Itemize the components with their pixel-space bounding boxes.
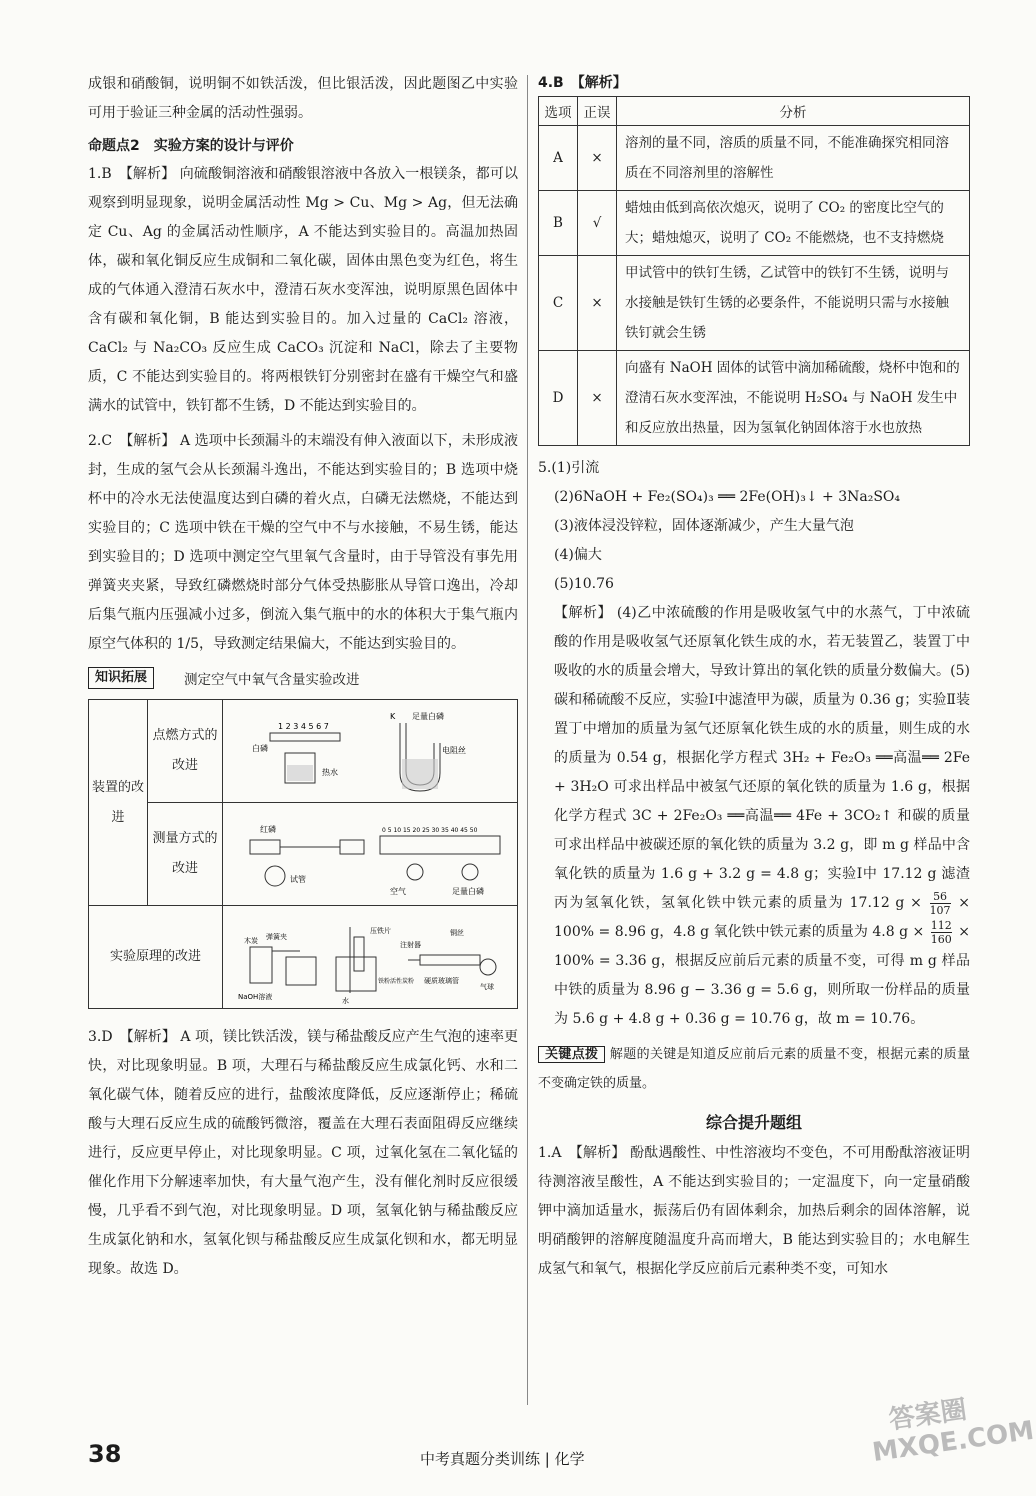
header-judgement: 正误	[578, 97, 617, 126]
svg-text:气球: 气球	[480, 983, 494, 991]
svg-text:空气: 空气	[390, 887, 406, 896]
row-principle-label: 实验原理的改进	[89, 906, 223, 1009]
q5-line-4: (4)偏大	[554, 547, 602, 563]
svg-text:注射器: 注射器	[400, 941, 421, 949]
svg-text:0 5 10 15 20 25 30 35 40 45 50: 0 5 10 15 20 25 30 35 40 45 50	[382, 827, 478, 834]
svg-text:K: K	[390, 712, 396, 721]
knowledge-badge: 知识拓展	[88, 667, 154, 689]
q5-line-1: 5.(1)引流	[538, 460, 600, 476]
svg-text:硬质玻璃管: 硬质玻璃管	[424, 977, 459, 985]
table-row: D × 向盛有 NaOH 固体的试管中滴加稀硫酸，烧杯中饱和的澄清石灰水变浑浊，不能说明 H₂SO₄ 与 NaOH 发生中和反应放出热量，因为氢氧化钠固体溶于水也放热	[539, 351, 970, 446]
footer-title: 中考真题分类训练 | 化学	[420, 1450, 585, 1468]
svg-text:木炭: 木炭	[244, 937, 258, 945]
table-row: B √ 蜡烛由低到高依次熄灭，说明了 CO₂ 的密度比空气的大；蜡烛熄灭，说明了 CO₂ 不能燃烧，也不支持燃烧	[539, 191, 970, 256]
question-2: 2.C 【解析】 A 选项中长颈漏斗的末端没有伸入液面以下，未形成液封，生成的氢气会从长颈漏斗逸出，不能达到实验目的；B 选项中烧杯中的冷水无法使温度达到白磷的着火点，白磷无法燃烧，不能达到实验目的；C 选项中铁在干燥的空气中不与水接触，不易生锈，能达到实验目的；D 选项中测定空气里氧气含量时，由于导管没有事先用弹簧夹夹紧，导致红磷燃烧时部分气体受热膨胀从导管口逸出，冷却后集气瓶内压强减小过多，倒流入集气瓶中的水的体积大于集气瓶内原空气体积的 1/5，导致测定结果偏大，不能达到实验目的。	[88, 433, 518, 652]
row-measure-label: 测量方式的改进	[148, 803, 223, 906]
svg-text:电阻丝: 电阻丝	[442, 746, 466, 755]
key-point	[538, 1040, 970, 1098]
svg-text:NaOH溶液: NaOH溶液	[238, 993, 273, 1001]
principle-diagram	[223, 906, 518, 1009]
question-4-head: 4.B 【解析】	[538, 75, 627, 91]
svg-text:1 2 3 4 5 6 7: 1 2 3 4 5 6 7	[278, 722, 329, 731]
header-option: 选项	[539, 97, 578, 126]
q5-analysis: 【解析】 (4)乙中浓硫酸的作用是吸收氢气中的水蒸气，丁中浓硫酸的作用是吸收氢气还原氧化铁生成的水，若无装置乙，装置丁中吸收的水的质量会增大，导致计算出的氧化铁的质量分数偏大。(5)碳和稀硫酸不反应，实验Ⅰ中滤渣甲为碳，质量为 0.36 g；实验Ⅱ装置丁中增加的质量为氢气还原氧化铁生成的水的质量，则生成的水的质量为 0.54 g，根据化学方程式 3H₂ + Fe₂O₃ ══高温══ 2Fe + 3H₂O 可求出样品中被氢气还原的氧化铁的质量为 1.6 g，根据化学方程式 3C + 2Fe₂O₃ ══高温══ 4Fe + 3CO₂↑ 和碳的质量可求出样品中被碳还原的氧化铁的质量为 3.2 g，即 m g 样品中含氧化铁的质量为 1.6 g + 3.2 g = 4.8 g；实验Ⅰ中 17.12 g 滤渣丙为氢氧化铁，氢氧化铁中铁元素的质量为 17.12 g × $\frac{56}{107}$ × 100% = 8.96 g，4.8 g 氧化铁中铁元素的质量为 4.8 g × $\frac{112}{160}$ × 100% = 3.36 g，根据反应前后元素的质量不变，可得 m g 样品中铁的质量为 8.96 g − 3.36 g = 5.6 g，则所取一份样品的质量为 5.6 g + 4.8 g + 0.36 g = 10.76 g，故 m = 10.76。	[554, 605, 971, 1027]
ignition-diagram	[223, 700, 518, 803]
group-title: 综合提升题组	[705, 1113, 802, 1132]
measure-diagram	[223, 803, 518, 906]
knowledge-extension-header	[88, 667, 518, 689]
left-column	[88, 70, 518, 1284]
page-number: 38	[88, 1440, 122, 1468]
table-row: C × 甲试管中的铁钉生锈，乙试管中的铁钉不生锈，说明与水接触是铁钉生锈的必要条件，不能说明只需与水接触铁钉就会生锈	[539, 256, 970, 351]
question-1: 1.B 【解析】 向硫酸铜溶液和硝酸银溶液中各放入一根镁条，都可以观察到明显现象，说明金属活动性 Mg > Cu、Mg > Ag，但无法确定 Cu、Ag 的金属活动性顺序，A 不能达到实验目的。高温加热固体，碳和氧化铜反应生成铜和二氧化碳，固体由黑色变为红色，将生成的气体通入澄清石灰水中，澄清石灰水变浑浊，说明原黑色固体中含有碳和氧化铜，B 能达到实验目的。加入过量的 CaCl₂ 溶液，CaCl₂ 与 Na₂CO₃ 反应生成 CaCO₃ 沉淀和 NaCl，除去了主要物质，C 不能达到实验目的。将两根铁钉分别密封在盛有干燥空气和盛满水的试管中，铁钉都不生锈，D 不能达到实验目的。	[88, 166, 518, 414]
fraction-112-160: $\frac{112}{160}$	[930, 918, 952, 946]
svg-text:试管: 试管	[290, 875, 306, 884]
row-ignition-label: 点燃方式的改进	[148, 700, 223, 803]
svg-text:白磷: 白磷	[252, 744, 268, 753]
knowledge-title: 测定空气中氧气含量实验改进	[184, 672, 360, 688]
question-3: 3.D 【解析】 A 项，镁比铁活泼，镁与稀盐酸反应产生气泡的速率更快，对比现象明显。B 项，大理石与稀盐酸反应生成氯化钙、水和二氧化碳气体，随着反应的进行，盐酸浓度降低，反应逐渐停止；稀硫酸与大理石反应生成的硫酸钙微溶，覆盖在大理石表面阻碍反应继续进行，反应更早停止，对比现象明显。C 项，过氧化氢在二氧化锰的催化作用下分解速率加快，有大量气泡产生，没有催化剂时反应很缓慢，几乎看不到气泡，对比现象明显。D 项，氢氧化钠与稀盐酸反应生成氯化钠和水，氢氧化钡与稀盐酸反应生成氯化钡和水，都无明显现象。故选 D。	[88, 1029, 518, 1277]
improvement-table	[88, 699, 518, 1009]
svg-text:压铁片: 压铁片	[370, 927, 391, 935]
analysis-table	[538, 96, 970, 446]
svg-text:红磷: 红磷	[260, 825, 276, 834]
q5-line-2: (2)6NaOH + Fe₂(SO₄)₃ ══ 2Fe(OH)₃↓ + 3Na₂SO₄	[554, 489, 900, 505]
key-text: 解题的关键是知道反应前后元素的质量不变，根据元素的质量不变确定铁的质量。	[538, 1047, 970, 1091]
svg-text:水: 水	[342, 997, 349, 1005]
intro-paragraph: 成银和硝酸铜，说明铜不如铁活泼，但比银活泼，因此题图乙中实验可用于验证三种金属的活动性强弱。	[88, 76, 518, 121]
column-divider	[527, 75, 528, 1405]
fraction-56-107: $\frac{56}{107}$	[929, 889, 951, 917]
header-analysis: 分析	[617, 97, 970, 126]
svg-text:铜丝: 铜丝	[450, 929, 464, 937]
svg-text:足量白磷: 足量白磷	[412, 712, 444, 721]
key-badge: 关键点拨	[538, 1046, 605, 1063]
table-row: A × 溶剂的量不同，溶质的质量不同，不能准确探究相同溶质在不同溶剂里的溶解性	[539, 126, 970, 191]
q5-line-5: (5)10.76	[554, 576, 614, 592]
svg-text:热水: 热水	[322, 768, 338, 777]
watermark: 答案圈 MXQE.COM	[870, 1394, 1036, 1469]
q5-line-3: (3)液体浸没锌粒，固体逐渐减少，产生大量气泡	[554, 518, 854, 534]
svg-text:弹簧夹: 弹簧夹	[266, 933, 287, 941]
svg-text:铁粉活性炭粉: 铁粉活性炭粉	[378, 978, 415, 985]
section-title: 命题点2 实验方案的设计与评价	[88, 138, 294, 154]
svg-text:足量白磷: 足量白磷	[452, 887, 484, 896]
group-label: 装置的改进	[89, 700, 148, 906]
comprehensive-question-1: 1.A 【解析】 酚酞遇酸性、中性溶液均不变色，不可用酚酞溶液证明待测溶液呈酸性，A 不能达到实验目的；一定温度下，向一定量硝酸钾中滴加适量水，振荡后仍有固体剩余，加热后剩余的固体溶解，说明硝酸钾的溶解度随温度升高而增大，B 能达到实验目的；水电解生成氢气和氧气，根据化学反应前后元素种类不变，可知水	[538, 1145, 970, 1277]
right-column	[538, 70, 970, 1284]
